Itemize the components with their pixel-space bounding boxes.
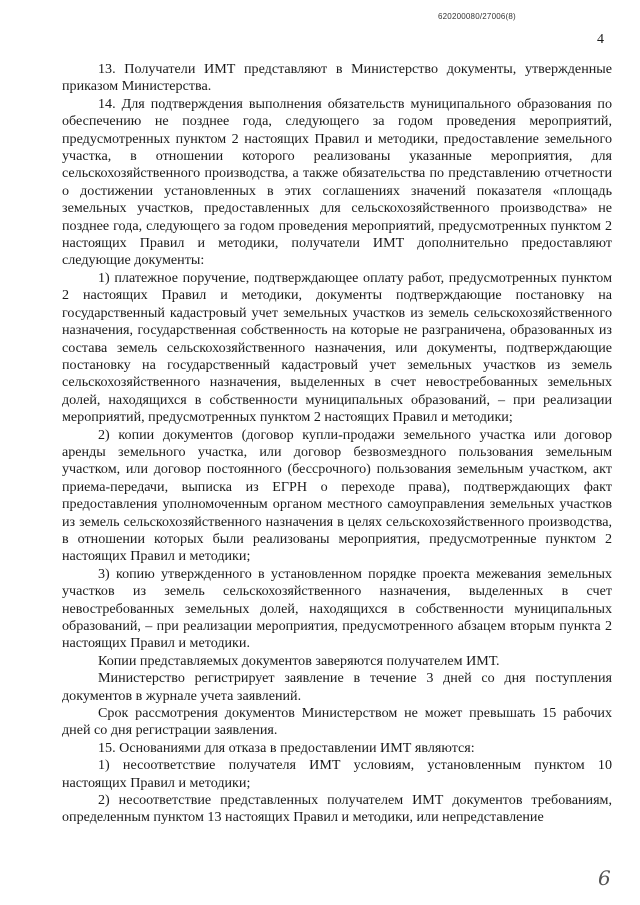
paragraph-copies: Копии представляемых документов заверяются получателем ИМТ. — [98, 652, 500, 669]
paragraph-review-term: Срок рассмотрения документов Министерством не может превышать 15 рабочих дней со дня регистрации заявления. — [62, 705, 612, 739]
paragraph-registration: Министерство регистрирует заявление в течение 3 дней со дня поступления документов в журнале учета заявлений. — [62, 670, 612, 704]
document-code: 620200080/27006(8) — [438, 12, 516, 21]
paragraph-14-item-2: 2) копии документов (договор купли-продажи земельного участка или договор аренды земельного участка, или договор безвозмездного пользования земельным участком, или договор постоянного (бессрочного) пользования земельным участком, акт приема-передачи, выписка из ЕГРН о переходе права), подтверждающих факт предоставления уполномоченным органом местного самоуправления земельных участков из земель сельскохозяйственного назначения в целях сельскохозяйственного производства, в отношении которых были реализованы мероприятия, предусмотренные пунктом 2 настоящих Правил и методики; — [62, 426, 612, 565]
paragraph-13: 13. Получатели ИМТ представляют в Министерство документы, утвержденные приказом Министерства. — [62, 61, 612, 95]
paragraph-14-item-1: 1) платежное поручение, подтверждающее оплату работ, предусмотренных пунктом 2 настоящих Правил и методики, документы подтверждающие постановку на государственный кадастровый учет земельных участков из земель сельскохозяйственного назначения, государственная собственность на которые не разграничена, образованных из состава земель сельскохозяйственного назначения, или документы, подтверждающие постановку на государственный кадастровый учет земельных участков из земель сельскохозяйственного назначения, выделенных в счет невостребованных земельных долей, находящихся в собственности муниципальных образований, – при реализации мероприятий, предусмотренных пунктом 2 настоящих Правил и методики; — [62, 269, 612, 426]
document-body — [62, 61, 612, 827]
paragraph-15-item-1: 1) несоответствие получателя ИМТ условиям, установленным пунктом 10 настоящих Правил и методики; — [62, 757, 612, 791]
page-number: 4 — [597, 32, 604, 47]
handwritten-page-mark: 6 — [598, 866, 611, 890]
paragraph-15: 15. Основаниями для отказа в предоставлении ИМТ являются: — [98, 739, 475, 756]
paragraph-14: 14. Для подтверждения выполнения обязательств муниципального образования по обеспечению не позднее года, следующего за годом проведения мероприятий, предусмотренных пунктом 2 настоящих Правил и методики, предоставление земельного участка, в отношении которого реализованы указанные мероприятия, для сельскохозяйственного производства, а также обязательства по представлению отчетности о достижении установленных в этих соглашениях значений показателя «площадь земельных участков, предоставленных для сельскохозяйственного производства» не позднее года, следующего за годом проведения мероприятий, предусмотренных пунктом 2 настоящих Правил и методики, получатели ИМТ дополнительно предоставляют следующие документы: — [62, 95, 612, 269]
paragraph-14-item-3: 3) копию утвержденного в установленном порядке проекта межевания земельных участков из земель сельскохозяйственного назначения, выделенных в счет невостребованных земельных долей, находящихся в собственности муниципальных образований, – при реализации мероприятия, предусмотренного абзацем вторым пункта 2 настоящих Правил и методики. — [62, 565, 612, 652]
paragraph-15-item-2: 2) несоответствие представленных получателем ИМТ документов требованиям, определенным пунктом 13 настоящих Правил и методики, или непредставление — [62, 792, 612, 826]
